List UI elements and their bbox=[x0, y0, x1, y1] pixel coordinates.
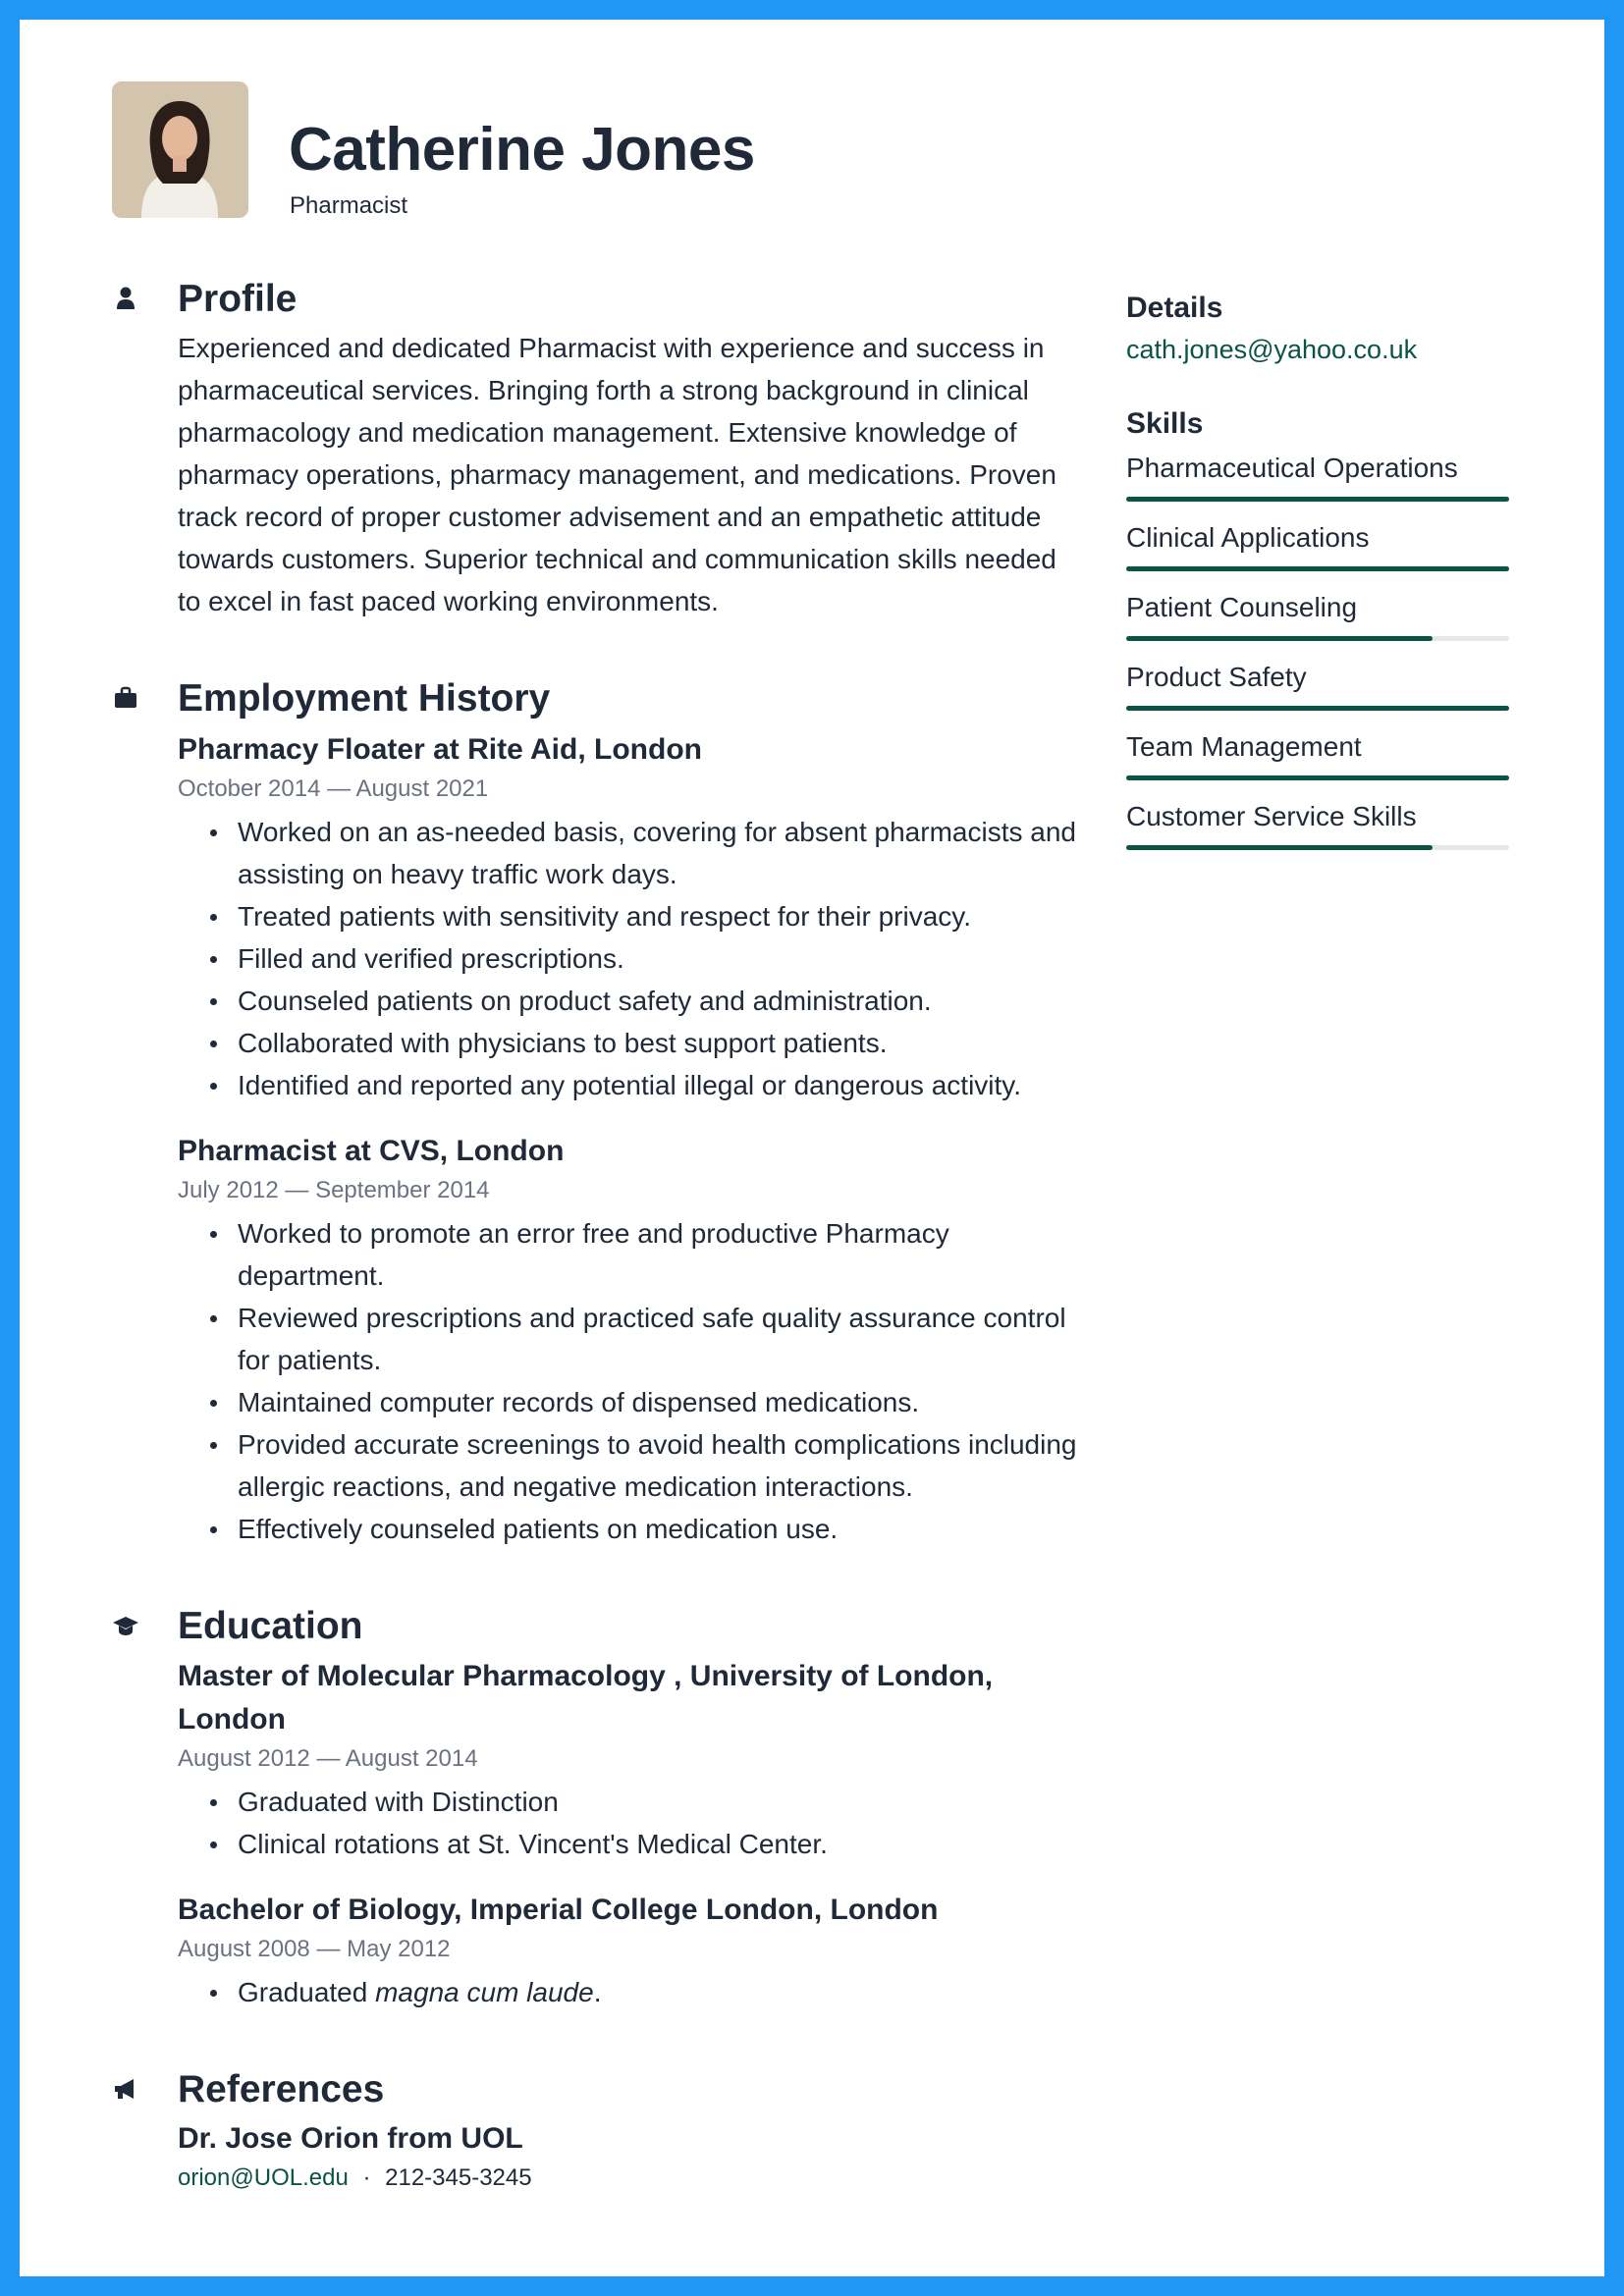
job-bullets bbox=[178, 811, 1084, 1106]
job-title: Pharmacist at CVS, London bbox=[178, 1134, 565, 1167]
list-item: Clinical rotations at St. Vincent's Medical Center. bbox=[207, 1823, 1084, 1865]
employment-heading: Employment History bbox=[178, 676, 551, 720]
contact-separator: · bbox=[362, 2164, 371, 2192]
skill-level-bar bbox=[1126, 775, 1509, 780]
degree-dates: August 2012 — August 2014 bbox=[178, 1745, 478, 1773]
bullet-italic: magna cum laude bbox=[375, 1977, 594, 2008]
resume-page bbox=[20, 20, 1604, 2276]
reference-name: Dr. Jose Orion from UOL bbox=[178, 2122, 523, 2156]
megaphone-icon bbox=[112, 2075, 139, 2103]
sidebar-column bbox=[1126, 287, 1509, 867]
profile-photo-image bbox=[112, 81, 248, 218]
reference-phone: 212-345-3245 bbox=[385, 2164, 532, 2192]
skill-name: Patient Counseling bbox=[1126, 592, 1358, 622]
list-item: Identified and reported any potential illegal or dangerous activity. bbox=[207, 1064, 1084, 1106]
skill-item bbox=[1126, 797, 1509, 850]
list-item: Counseled patients on product safety and administration. bbox=[207, 980, 1084, 1022]
skill-name: Pharmaceutical Operations bbox=[1126, 453, 1458, 483]
reference-email-link[interactable]: orion@UOL.edu bbox=[178, 2164, 349, 2192]
skill-name: Customer Service Skills bbox=[1126, 801, 1417, 831]
skill-level-bar bbox=[1126, 845, 1509, 850]
job-bullets bbox=[178, 1212, 1084, 1550]
skill-name: Team Management bbox=[1126, 731, 1362, 762]
candidate-name: Catherine Jones bbox=[289, 116, 755, 184]
skill-item bbox=[1126, 588, 1509, 641]
reference-contact bbox=[178, 2161, 1084, 2196]
details-heading: Details bbox=[1126, 292, 1223, 324]
details-email-link[interactable]: cath.jones@yahoo.co.uk bbox=[1126, 335, 1418, 364]
list-item: Worked on an as-needed basis, covering for absent pharmacists and assisting on heavy traffic work days. bbox=[207, 811, 1084, 895]
graduation-cap-icon bbox=[112, 1612, 139, 1639]
education-section bbox=[112, 1604, 1084, 2014]
skill-level-bar bbox=[1126, 566, 1509, 571]
skill-item bbox=[1126, 658, 1509, 711]
list-item: Treated patients with sensitivity and respect for their privacy. bbox=[207, 895, 1084, 937]
candidate-job-title: Pharmacist bbox=[290, 192, 408, 219]
job-entry bbox=[178, 1130, 1084, 1550]
profile-summary: Experienced and dedicated Pharmacist with experience and success in pharmaceutical services. Bringing forth a strong background in clinical pharmacology and medication management. Extensive knowledge of pharmacy operations, pharmacy management, and medications. Proven track record of proper customer advisement and an empathetic attitude towards customers. Superior technical and communication skills needed to excel in fast paced working environments. bbox=[178, 332, 1056, 616]
education-heading: Education bbox=[178, 1604, 363, 1647]
degree-title: Master of Molecular Pharmacology , University of London, London bbox=[178, 1660, 994, 1736]
profile-section bbox=[112, 277, 1084, 622]
degree-bullets bbox=[178, 1781, 1084, 1865]
list-item: Graduated with Distinction bbox=[207, 1781, 1084, 1823]
job-dates: October 2014 — August 2021 bbox=[178, 774, 489, 802]
skill-level-fill bbox=[1126, 706, 1509, 711]
list-item: Reviewed prescriptions and practiced safe quality assurance control for patients. bbox=[207, 1297, 1084, 1381]
job-dates: July 2012 — September 2014 bbox=[178, 1176, 490, 1203]
skill-level-fill bbox=[1126, 845, 1433, 850]
skills-heading: Skills bbox=[1126, 407, 1204, 440]
education-entry bbox=[178, 1655, 1084, 1865]
references-section bbox=[112, 2067, 1084, 2196]
skill-level-fill bbox=[1126, 775, 1509, 780]
skill-name: Product Safety bbox=[1126, 662, 1307, 692]
skill-level-bar bbox=[1126, 497, 1509, 502]
job-title: Pharmacy Floater at Rite Aid, London bbox=[178, 732, 702, 766]
briefcase-icon bbox=[112, 684, 139, 712]
list-item: Provided accurate screenings to avoid health complications including allergic reactions, and negative medication interactions. bbox=[207, 1423, 1084, 1508]
skill-item bbox=[1126, 727, 1509, 780]
list-item bbox=[207, 1971, 1084, 2013]
skill-level-bar bbox=[1126, 706, 1509, 711]
list-item: Maintained computer records of dispensed medications. bbox=[207, 1381, 1084, 1423]
skill-level-fill bbox=[1126, 636, 1433, 641]
skill-item bbox=[1126, 449, 1509, 502]
skill-level-fill bbox=[1126, 566, 1509, 571]
employment-section bbox=[112, 676, 1084, 1550]
profile-photo bbox=[112, 81, 248, 218]
job-entry bbox=[178, 728, 1084, 1106]
degree-dates: August 2008 — May 2012 bbox=[178, 1936, 451, 1963]
list-item: Filled and verified prescriptions. bbox=[207, 937, 1084, 980]
skill-item bbox=[1126, 518, 1509, 571]
list-item: Collaborated with physicians to best support patients. bbox=[207, 1022, 1084, 1064]
list-item: Worked to promote an error free and productive Pharmacy department. bbox=[207, 1212, 1084, 1297]
bullet-suffix: . bbox=[593, 1977, 602, 2008]
skills-list bbox=[1126, 449, 1509, 850]
education-entry bbox=[178, 1889, 1084, 2013]
list-item: Effectively counseled patients on medication use. bbox=[207, 1508, 1084, 1550]
profile-heading: Profile bbox=[178, 278, 298, 320]
bullet-prefix: Graduated bbox=[238, 1977, 376, 2008]
skill-name: Clinical Applications bbox=[1126, 522, 1370, 553]
skill-level-fill bbox=[1126, 497, 1509, 502]
person-icon bbox=[112, 285, 139, 312]
skill-level-bar bbox=[1126, 636, 1509, 641]
degree-title: Bachelor of Biology, Imperial College London, London bbox=[178, 1894, 939, 1927]
degree-bullets bbox=[178, 1971, 1084, 2013]
main-column bbox=[112, 277, 1084, 2250]
references-heading: References bbox=[178, 2068, 385, 2111]
